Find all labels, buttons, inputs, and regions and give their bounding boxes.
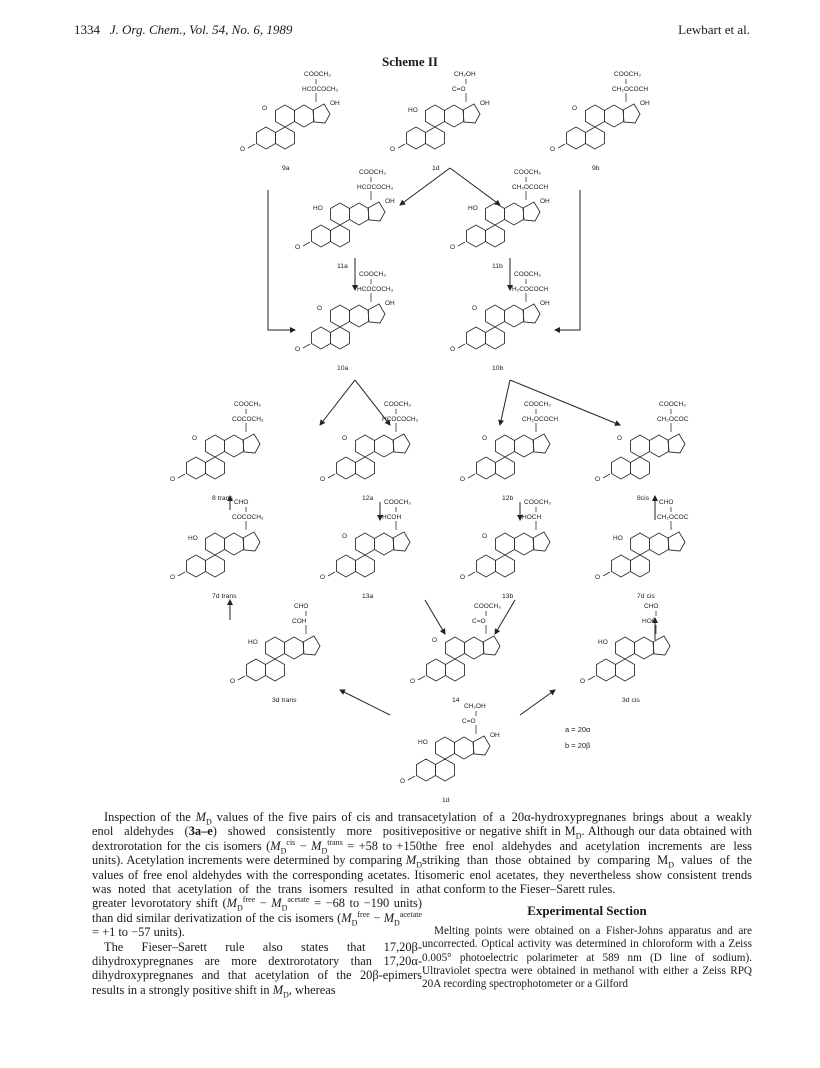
ring bbox=[465, 637, 484, 659]
scheme-title: Scheme II bbox=[382, 54, 438, 69]
reaction-arrow bbox=[400, 168, 450, 205]
paragraph: The Fieser–Sarett rule also states that 17,20β-dihydroxypregnanes are more dextrorotatory than 17,20α-dihydroxypregnanes and that acetylation of the 20β-epimers results in a strongly positive shift in $M_D$, whereas bbox=[92, 939, 422, 1000]
keto-oxygen: O bbox=[550, 146, 556, 153]
compound-10a bbox=[295, 271, 395, 372]
ring bbox=[505, 305, 524, 327]
side-chain-label: COOCH₃ bbox=[524, 401, 551, 408]
c11-hydroxyl: HO bbox=[248, 639, 258, 646]
compound-label: 11a bbox=[337, 263, 348, 270]
keto-oxygen: O bbox=[320, 476, 326, 483]
ring bbox=[356, 435, 375, 457]
ring bbox=[356, 533, 375, 555]
side-chain-label: COCOCH₃ bbox=[232, 416, 264, 423]
legend-alpha: a = 20α bbox=[565, 725, 591, 734]
side-chain-label: C=O bbox=[462, 718, 476, 725]
keto-oxygen: O bbox=[240, 146, 246, 153]
compound-label: 3d trans bbox=[272, 697, 297, 704]
c11-oxygen: O bbox=[192, 435, 198, 442]
compound-label: 7d cis bbox=[637, 593, 655, 600]
c17-hydroxyl: OH bbox=[385, 300, 395, 307]
paragraph: acetylation of a 20α-hydroxypregnanes brings about a weakly positive or negative shift in $M_D$. Although our data obtained with the free enol aldehydes and acetylation increments are less striking than those obtained by comparing $M_D$ values of the isomeric enol acetates, they nevertheless show consistent trends that conform to the Fieser–Sarett rules. bbox=[422, 810, 753, 897]
ring bbox=[350, 203, 369, 225]
compound-9b bbox=[550, 71, 650, 172]
side-chain-label: COOCH₃ bbox=[659, 401, 686, 408]
ring bbox=[266, 637, 285, 659]
compound-label: 13b bbox=[502, 593, 514, 600]
keto-oxygen: O bbox=[170, 574, 176, 581]
ring bbox=[515, 533, 534, 555]
ring bbox=[331, 327, 350, 349]
ring-d bbox=[533, 532, 550, 551]
side-chain-label: CH₂OCOC bbox=[657, 416, 689, 423]
ring-d bbox=[303, 636, 320, 655]
compound-label: 9a bbox=[282, 165, 290, 172]
compound-label: 12a bbox=[362, 495, 374, 502]
keto-oxygen: O bbox=[460, 476, 466, 483]
compound-1d bbox=[400, 703, 500, 804]
side-chain-label: C=O bbox=[452, 86, 466, 93]
ring-d bbox=[523, 304, 540, 323]
side-chain-label: COCOCH₃ bbox=[232, 514, 264, 521]
side-chain-label: CH₂OCOCH bbox=[512, 184, 549, 191]
side-chain-label: HOC bbox=[642, 618, 657, 625]
ring bbox=[436, 737, 455, 759]
compound-9a bbox=[240, 71, 340, 172]
c11-hydroxyl: HO bbox=[188, 535, 198, 542]
c17-hydroxyl: OH bbox=[540, 300, 550, 307]
journal-citation: J. Org. Chem., Vol. 54, No. 6, 1989 bbox=[109, 22, 293, 37]
c11-oxygen: O bbox=[317, 305, 323, 312]
side-chain-label: CHO bbox=[659, 499, 674, 506]
c17-hydroxyl: OH bbox=[480, 100, 490, 107]
keto-oxygen: O bbox=[400, 778, 406, 785]
ring bbox=[426, 127, 445, 149]
right-column bbox=[422, 810, 752, 992]
ring bbox=[356, 555, 375, 577]
side-chain-label: COOCH₃ bbox=[359, 169, 386, 176]
c17-hydroxyl: OH bbox=[540, 198, 550, 205]
reaction-arrow bbox=[520, 690, 555, 715]
side-chain-label: COOCH₃ bbox=[234, 401, 261, 408]
c11-hydroxyl: HO bbox=[418, 739, 428, 746]
c17-hydroxyl: OH bbox=[385, 198, 395, 205]
keto-oxygen: O bbox=[320, 574, 326, 581]
ring bbox=[605, 105, 624, 127]
ring bbox=[496, 457, 515, 479]
ring bbox=[631, 435, 650, 457]
side-chain-label: C=O bbox=[472, 618, 486, 625]
ring bbox=[446, 659, 465, 681]
ring bbox=[206, 457, 225, 479]
ring bbox=[505, 203, 524, 225]
compound-1d bbox=[390, 71, 490, 172]
ring-d bbox=[668, 532, 685, 551]
compound-label: 8 trans bbox=[212, 495, 233, 502]
ring bbox=[375, 533, 394, 555]
side-chain-label: CHO bbox=[234, 499, 249, 506]
ring bbox=[612, 555, 631, 577]
compound-14 bbox=[410, 603, 501, 704]
reaction-arrow bbox=[340, 690, 390, 715]
ring bbox=[266, 659, 285, 681]
keto-oxygen: O bbox=[580, 678, 586, 685]
c11-hydroxyl: HO bbox=[468, 205, 478, 212]
ring bbox=[257, 127, 276, 149]
side-chain-label: COOCH₃ bbox=[474, 603, 501, 610]
side-chain-label: COOCH₃ bbox=[614, 71, 641, 78]
ring bbox=[515, 435, 534, 457]
ring bbox=[312, 225, 331, 247]
keto-oxygen: O bbox=[450, 244, 456, 251]
ring bbox=[285, 637, 304, 659]
ring-d bbox=[393, 434, 410, 453]
compound-13a bbox=[320, 499, 411, 600]
paragraph: Inspection of the $M_D$ values of the five pairs of cis and trans enol aldehydes (3a–e) showed consistently more positive dextrorotation for the cis isomers ($M_D^{cis} - M_D^{trans} = +58$ to +150 units). Acetylation increments were determined by comparing $M_D$ values of free enol aldehydes with the corresponding acetates. It was noted that acetylation of the trans isomers resulted in a greater levorotatory shift ($M_D^{free} - M_D^{acetate} = -68$ to −190 units) than did similar derivatization of the cis isomers ($M_D^{free} - M_D^{acetate} = +1$ to −57 units). bbox=[92, 810, 423, 940]
side-chain-label: COOCH₃ bbox=[524, 499, 551, 506]
keto-oxygen: O bbox=[230, 678, 236, 685]
ring-d bbox=[243, 434, 260, 453]
ring bbox=[276, 127, 295, 149]
compound-label: 7d trans bbox=[212, 593, 237, 600]
ring bbox=[337, 555, 356, 577]
keto-oxygen: O bbox=[295, 346, 301, 353]
ring bbox=[247, 659, 266, 681]
compound-label: 12b bbox=[502, 495, 514, 502]
ring bbox=[337, 457, 356, 479]
ring bbox=[417, 759, 436, 781]
keto-oxygen: O bbox=[170, 476, 176, 483]
compound-label: 13a bbox=[362, 593, 374, 600]
keto-oxygen: O bbox=[595, 574, 601, 581]
ring bbox=[407, 127, 426, 149]
ring bbox=[426, 105, 445, 127]
ring bbox=[331, 225, 350, 247]
compound-11b bbox=[450, 169, 550, 270]
ring bbox=[436, 759, 455, 781]
compound-label: 1d bbox=[442, 797, 450, 804]
ring bbox=[225, 435, 244, 457]
ring bbox=[486, 305, 505, 327]
side-chain-label: CH₂OH bbox=[464, 703, 486, 710]
ring bbox=[331, 203, 350, 225]
ring bbox=[206, 435, 225, 457]
compound-3d-cis bbox=[580, 603, 670, 704]
ring bbox=[312, 327, 331, 349]
reaction-arrow bbox=[268, 190, 295, 330]
compound-label: 11b bbox=[492, 263, 503, 270]
c17-hydroxyl: OH bbox=[640, 100, 650, 107]
keto-oxygen: O bbox=[295, 244, 301, 251]
side-chain-label: H₂COCOCH bbox=[512, 286, 549, 293]
compound-11a bbox=[295, 169, 395, 270]
ring-d bbox=[473, 736, 490, 755]
section-heading: Experimental Section bbox=[527, 903, 647, 919]
ring-d bbox=[533, 434, 550, 453]
ring bbox=[567, 127, 586, 149]
ring-d bbox=[313, 104, 330, 123]
ring bbox=[467, 327, 486, 349]
ring bbox=[631, 457, 650, 479]
side-chain-label: COOCH₃ bbox=[514, 271, 541, 278]
c17-hydroxyl: OH bbox=[330, 100, 340, 107]
ring bbox=[616, 637, 635, 659]
side-chain-label: CH₂OCOC bbox=[657, 514, 689, 521]
reaction-arrow bbox=[500, 380, 510, 425]
ring bbox=[206, 555, 225, 577]
ring-d bbox=[463, 104, 480, 123]
ring bbox=[276, 105, 295, 127]
ring bbox=[486, 327, 505, 349]
side-chain-label: HOCH bbox=[522, 514, 542, 521]
compound-7d-cis bbox=[595, 499, 689, 600]
running-header-authors: Lewbart et al. bbox=[678, 22, 750, 37]
side-chain-label: HCOCOCH₃ bbox=[357, 286, 394, 293]
ring-d bbox=[368, 304, 385, 323]
ring bbox=[631, 555, 650, 577]
keto-oxygen: O bbox=[390, 146, 396, 153]
ring bbox=[375, 435, 394, 457]
left-column bbox=[92, 810, 423, 1000]
ring bbox=[350, 305, 369, 327]
ring bbox=[477, 555, 496, 577]
ring bbox=[650, 533, 669, 555]
compound-13b bbox=[460, 499, 551, 600]
ring bbox=[586, 127, 605, 149]
c11-oxygen: O bbox=[617, 435, 623, 442]
side-chain-label: COOCH₃ bbox=[384, 401, 411, 408]
page-number: 1334 bbox=[74, 22, 100, 37]
side-chain-label: HCOCOCH₃ bbox=[302, 86, 339, 93]
side-chain-label: COOCH₃ bbox=[304, 71, 331, 78]
c11-oxygen: O bbox=[342, 533, 348, 540]
ring bbox=[612, 457, 631, 479]
side-chain-label: CH₂OH bbox=[454, 71, 476, 78]
side-chain-label: CHO bbox=[644, 603, 659, 610]
compound-label: 10a bbox=[337, 365, 349, 372]
side-chain-label: HCOCOCH₃ bbox=[357, 184, 394, 191]
ring-d bbox=[393, 532, 410, 551]
c11-oxygen: O bbox=[262, 105, 268, 112]
ring bbox=[187, 555, 206, 577]
ring bbox=[477, 457, 496, 479]
ring-d bbox=[368, 202, 385, 221]
ring bbox=[356, 457, 375, 479]
compound-label: 8cis bbox=[637, 495, 650, 502]
ring bbox=[467, 225, 486, 247]
side-chain-label: COOCH₃ bbox=[359, 271, 386, 278]
ring bbox=[445, 105, 464, 127]
ring bbox=[635, 637, 654, 659]
ring-d bbox=[623, 104, 640, 123]
c11-hydroxyl: HO bbox=[408, 107, 418, 114]
compound-8-trans bbox=[170, 401, 264, 502]
compound-label: 1d bbox=[432, 165, 440, 172]
keto-oxygen: O bbox=[595, 476, 601, 483]
c11-oxygen: O bbox=[482, 533, 488, 540]
side-chain-label: HCOCOCH₃ bbox=[382, 416, 419, 423]
c11-oxygen: O bbox=[572, 105, 578, 112]
c11-hydroxyl: HO bbox=[313, 205, 323, 212]
compound-label: 9b bbox=[592, 165, 600, 172]
ring bbox=[496, 533, 515, 555]
c11-hydroxyl: HO bbox=[613, 535, 623, 542]
reaction-arrow bbox=[555, 190, 580, 330]
ring-d bbox=[483, 636, 500, 655]
ring-d bbox=[243, 532, 260, 551]
ring bbox=[496, 555, 515, 577]
compound-3d-trans bbox=[230, 603, 320, 704]
c11-oxygen: O bbox=[342, 435, 348, 442]
compound-label: 10b bbox=[492, 365, 504, 372]
ring bbox=[446, 637, 465, 659]
ring bbox=[631, 533, 650, 555]
ring bbox=[295, 105, 314, 127]
ring-d bbox=[523, 202, 540, 221]
ring-d bbox=[668, 434, 685, 453]
ring bbox=[496, 435, 515, 457]
c11-oxygen: O bbox=[482, 435, 488, 442]
side-chain-label: CHO bbox=[294, 603, 309, 610]
compound-10b bbox=[450, 271, 550, 372]
keto-oxygen: O bbox=[410, 678, 416, 685]
ring bbox=[597, 659, 616, 681]
reaction-arrow bbox=[320, 380, 355, 425]
side-chain-label: COH bbox=[292, 618, 307, 625]
c11-oxygen: O bbox=[472, 305, 478, 312]
side-chain-label: HCOH bbox=[382, 514, 402, 521]
keto-oxygen: O bbox=[460, 574, 466, 581]
ring bbox=[187, 457, 206, 479]
side-chain-label: CH₂OCOCH bbox=[522, 416, 559, 423]
side-chain-label: CH₂OCOCH bbox=[612, 86, 649, 93]
compound-8cis bbox=[595, 401, 689, 502]
ring bbox=[455, 737, 474, 759]
ring bbox=[586, 105, 605, 127]
paragraph: Melting points were obtained on a Fisher-Johns apparatus and are uncorrected. Optical activity was determined in chloroform with a Zeiss 0.005° photoelectric polarimeter at 589 nm (D line of sodium). Ultraviolet spectra were obtained in methanol with either a Zeiss RPQ 20A recording spectrophotometer or a Gilford bbox=[422, 924, 752, 991]
c11-hydroxyl: HO bbox=[598, 639, 608, 646]
side-chain-label: COOCH₃ bbox=[384, 499, 411, 506]
reaction-arrow bbox=[425, 600, 445, 634]
ring bbox=[486, 225, 505, 247]
c17-hydroxyl: OH bbox=[490, 732, 500, 739]
compound-label: 14 bbox=[452, 697, 460, 704]
ring bbox=[616, 659, 635, 681]
ring bbox=[225, 533, 244, 555]
ring bbox=[331, 305, 350, 327]
legend-beta: b = 20β bbox=[565, 741, 591, 750]
side-chain-label: COOCH₃ bbox=[514, 169, 541, 176]
compound-12a bbox=[320, 401, 419, 502]
keto-oxygen: O bbox=[450, 346, 456, 353]
ring bbox=[486, 203, 505, 225]
ring bbox=[427, 659, 446, 681]
compound-label: 3d cis bbox=[622, 697, 640, 704]
c11-oxygen: O bbox=[432, 637, 438, 644]
ring-d bbox=[653, 636, 670, 655]
ring bbox=[206, 533, 225, 555]
compound-12b bbox=[460, 401, 558, 502]
ring bbox=[650, 435, 669, 457]
reaction-arrow bbox=[450, 168, 500, 205]
compound-7d-trans bbox=[170, 499, 264, 600]
